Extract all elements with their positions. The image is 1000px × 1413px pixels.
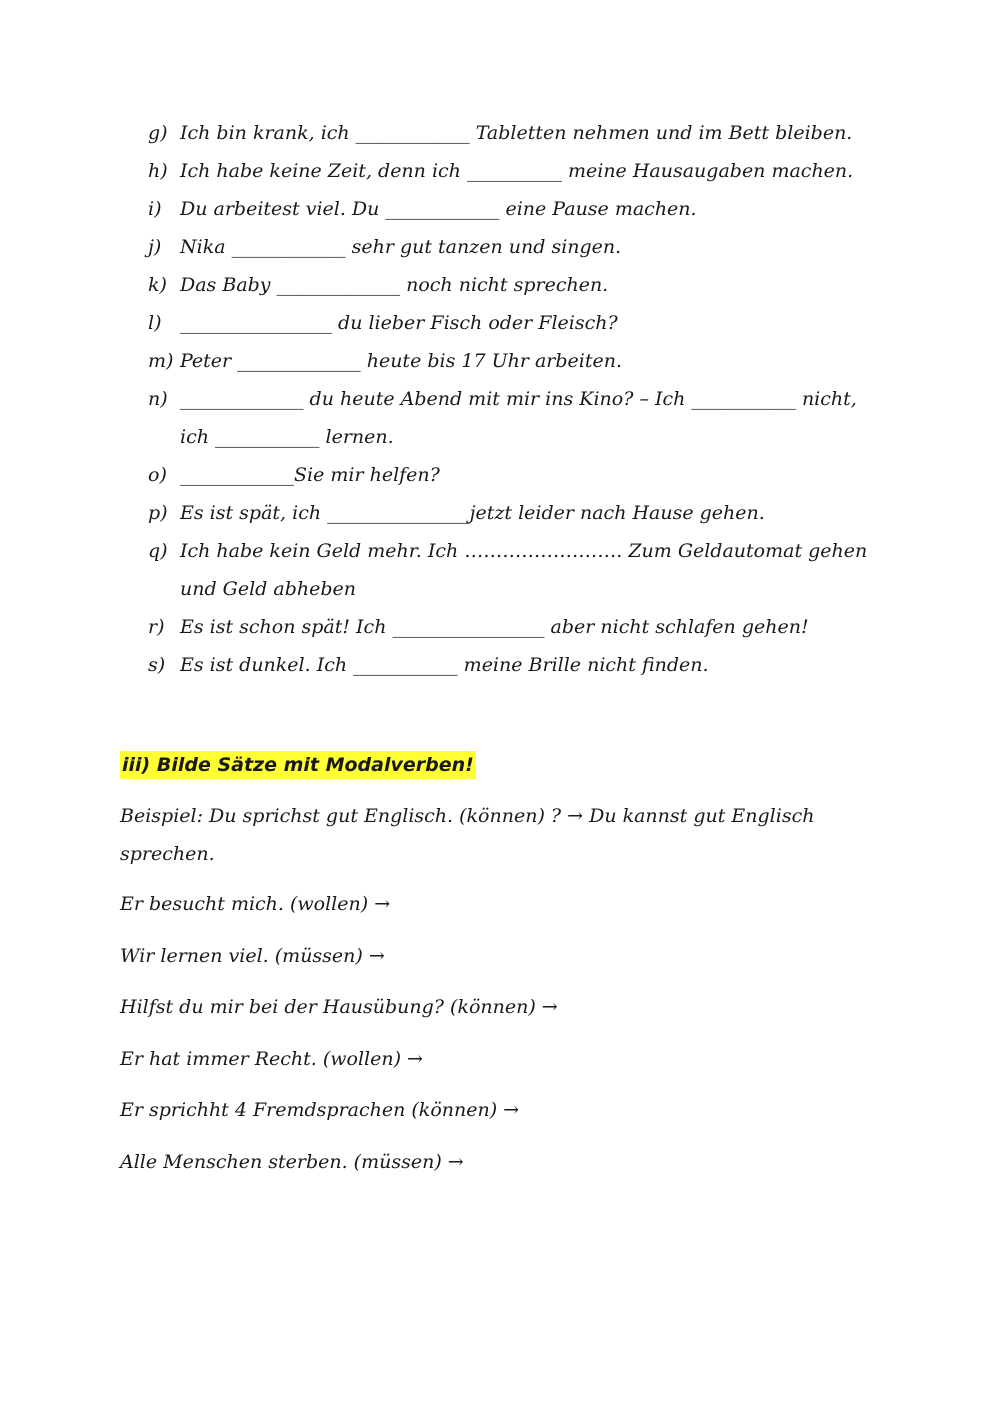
example-sentence: Beispiel: Du sprichst gut Englisch. (können) ? → Du kannst gut Englisch sprechen.: [120, 805, 815, 865]
item-letter: r): [148, 616, 165, 638]
item-letter: m): [148, 350, 174, 372]
exercise-item: [148, 190, 888, 228]
item-text: Es ist spät, ich _______________jetzt leider nach Hause gehen.: [180, 502, 765, 524]
exercise-item: [148, 456, 888, 494]
item-text: Ich habe kein Geld mehr. Ich ……………………. Zum Geldautomat gehen und Geld abheben: [180, 540, 868, 600]
task-sentence: Er besucht mich. (wollen) →: [120, 893, 391, 915]
item-letter: n): [148, 388, 168, 410]
task-sentence: Hilfst du mir bei der Hausübung? (können) →: [120, 996, 558, 1018]
exercise-item: [148, 228, 888, 266]
exercise-item: [148, 494, 888, 532]
item-letter: k): [148, 274, 167, 296]
task-sentence: Er hat immer Recht. (wollen) →: [120, 1047, 423, 1070]
task-sentence: Er sprichht 4 Fremdsprachen (können) →: [120, 1099, 520, 1121]
item-text: Es ist schon spät! Ich ________________ aber nicht schlafen gehen!: [180, 616, 809, 638]
item-letter: j): [148, 236, 162, 258]
exercise-item: [148, 646, 888, 684]
item-letter: h): [148, 160, 168, 182]
item-letter: s): [148, 654, 166, 676]
task-sentence: Wir lernen viel. (müssen) →: [120, 944, 385, 967]
item-letter: g): [148, 122, 168, 144]
exercise-list: [148, 114, 888, 684]
item-text: _____________ du heute Abend mit mir ins Kino? – Ich ___________ nicht, ich ___________ lernen.: [180, 388, 857, 448]
item-text: Das Baby _____________ noch nicht sprechen.: [180, 274, 609, 296]
item-letter: o): [148, 464, 167, 486]
exercise-item: [148, 304, 888, 342]
item-letter: q): [148, 540, 168, 562]
exercise-item: [148, 608, 888, 646]
item-letter: p): [148, 502, 168, 524]
exercise-item: [148, 152, 888, 190]
section-modalverben: [120, 797, 880, 1194]
exercise-item: [148, 380, 888, 456]
item-text: ____________Sie mir helfen?: [180, 464, 440, 486]
exercise-item: [148, 114, 888, 152]
item-letter: l): [148, 312, 162, 334]
item-text: Ich bin krank, ich ____________ Tabletten nehmen und im Bett bleiben.: [180, 122, 853, 144]
exercise-item: [148, 266, 888, 304]
item-text: Nika ____________ sehr gut tanzen und singen.: [180, 236, 622, 258]
item-text: Es ist dunkel. Ich ___________ meine Brille nicht finden.: [180, 654, 709, 676]
exercise-item: [148, 342, 888, 380]
item-text: Du arbeitest viel. Du ____________ eine Pause machen.: [180, 198, 697, 220]
item-text: Peter _____________ heute bis 17 Uhr arbeiten.: [180, 350, 623, 372]
item-text: ________________ du lieber Fisch oder Fleisch?: [180, 312, 618, 334]
item-letter: i): [148, 198, 162, 220]
exercise-item: [148, 532, 888, 608]
item-text: Ich habe keine Zeit, denn ich __________ meine Hausaugaben machen.: [180, 160, 854, 182]
task-sentence: Alle Menschen sterben. (müssen) →: [120, 1150, 464, 1173]
section-heading: iii) Bilde Sätze mit Modalverben!: [120, 751, 476, 779]
